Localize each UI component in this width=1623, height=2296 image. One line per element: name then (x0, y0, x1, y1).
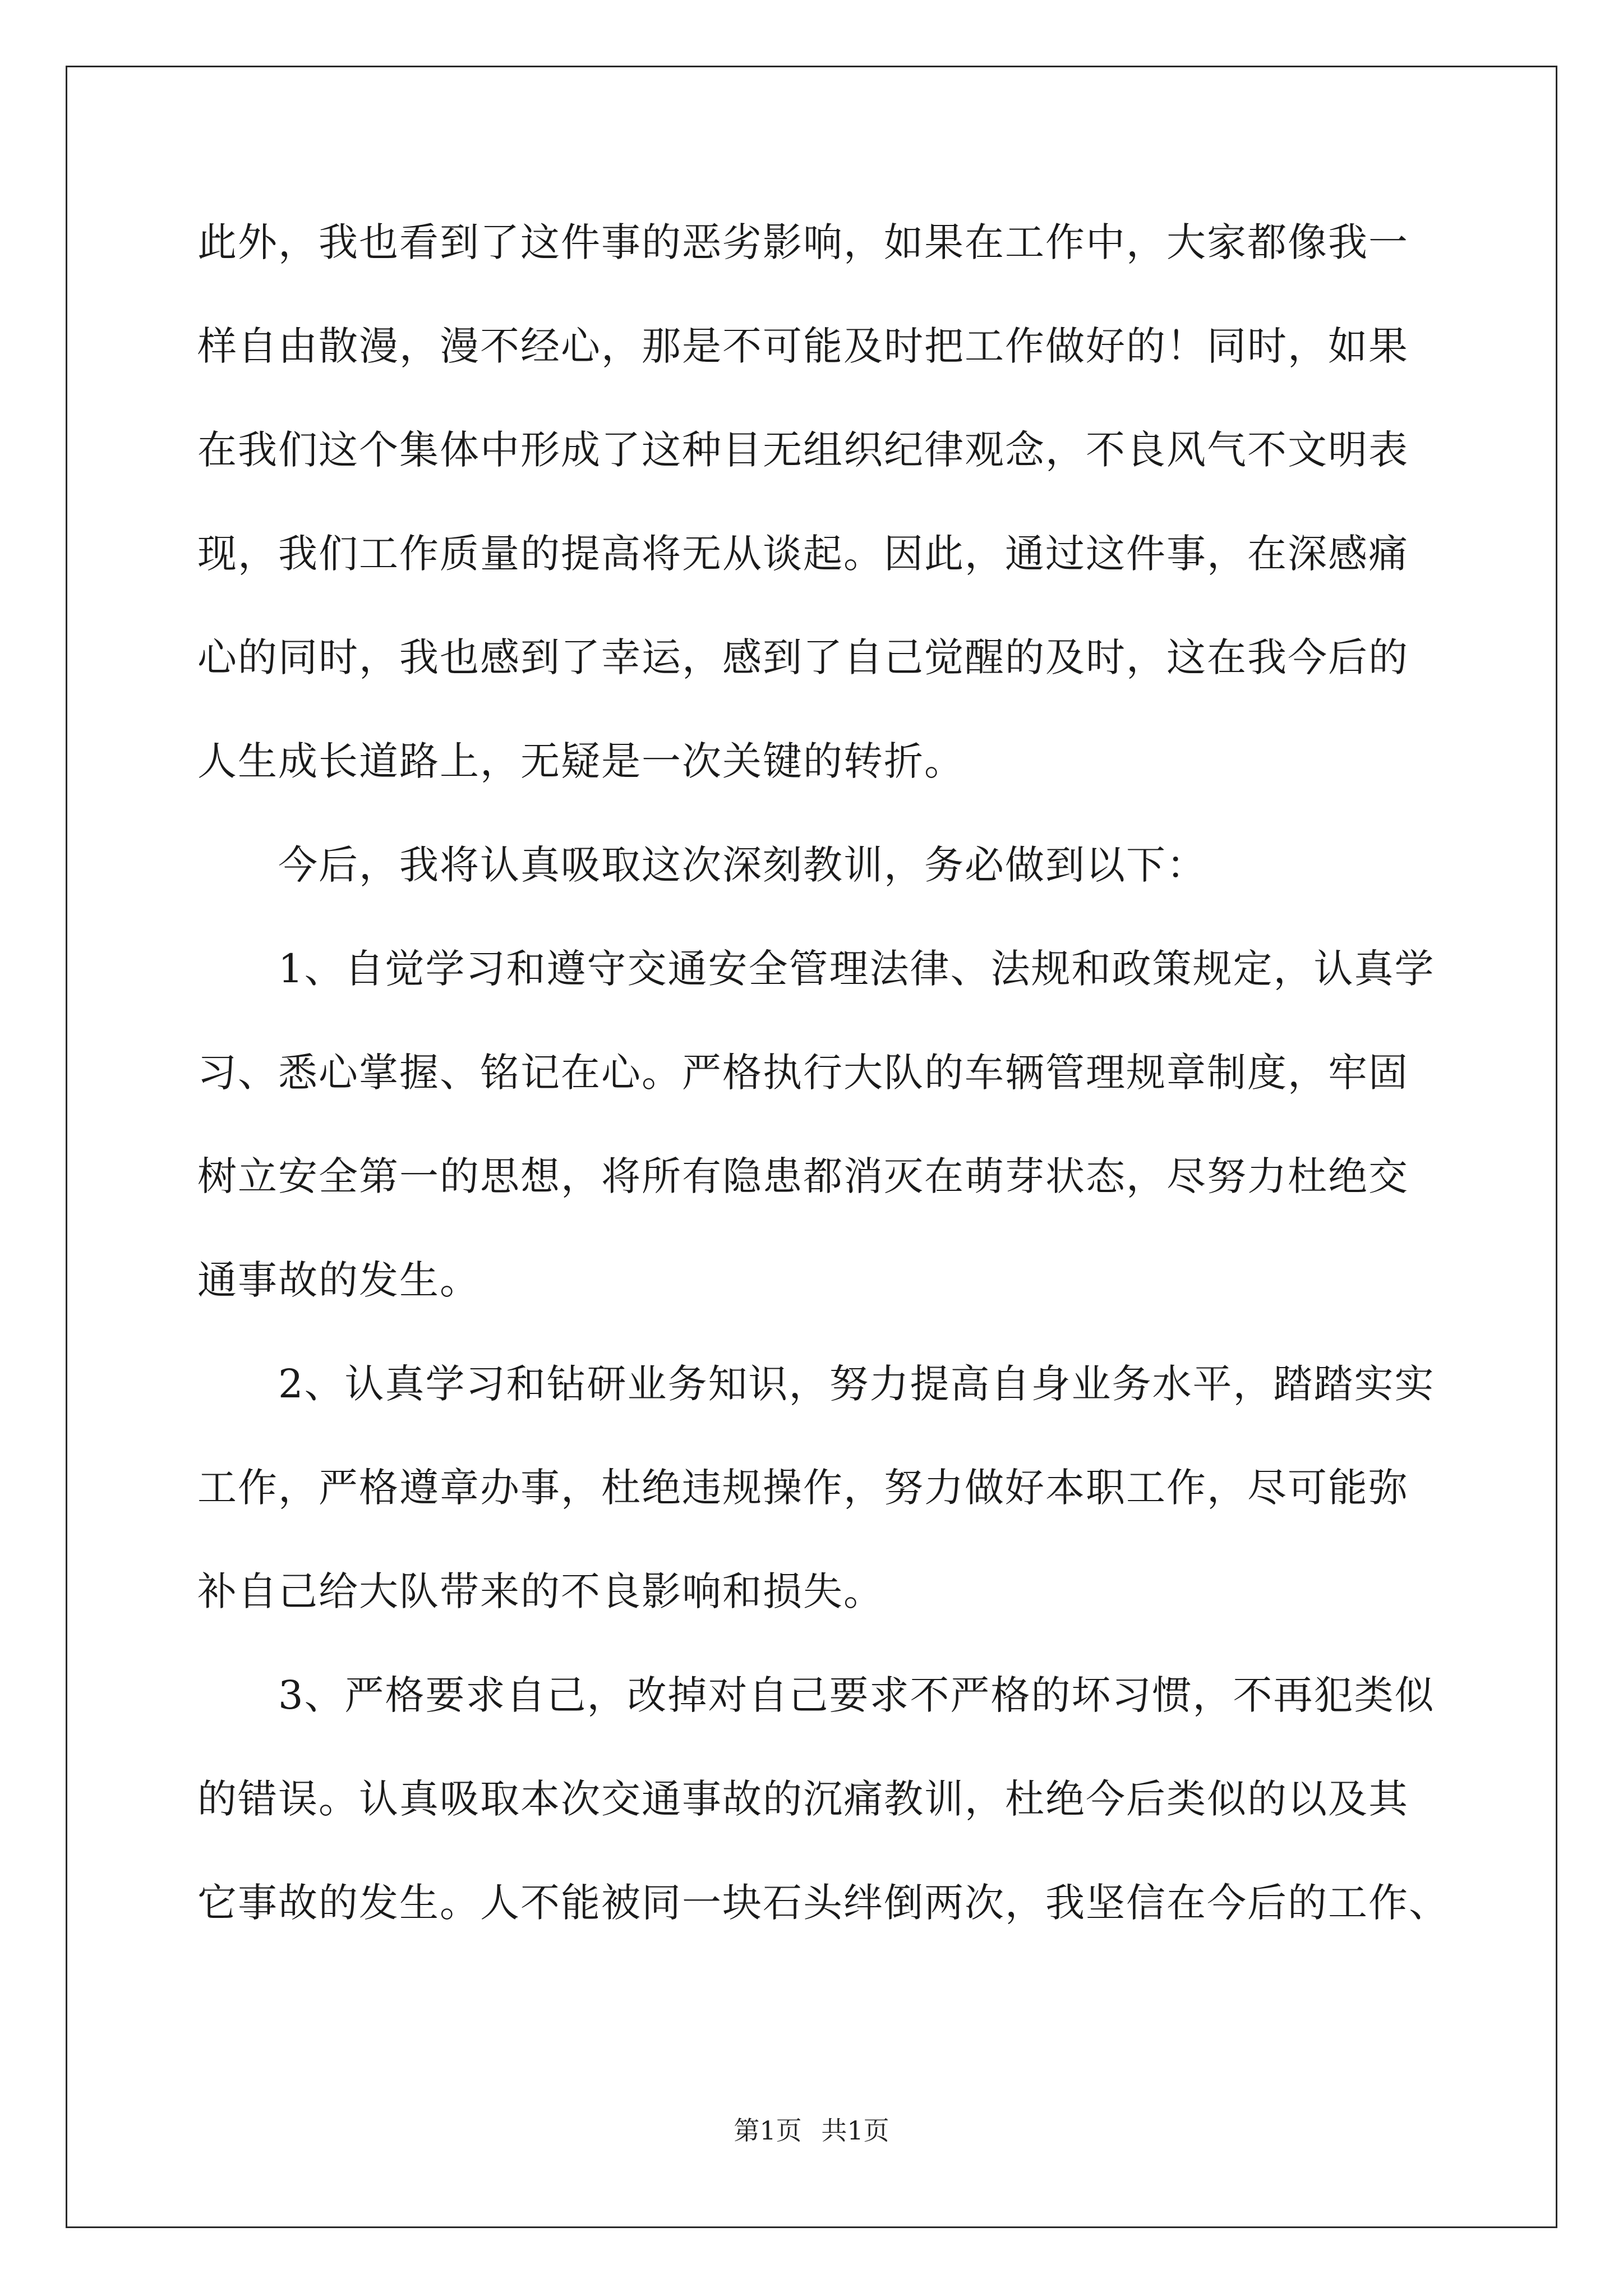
text-line: 今后，我将认真吸取这次深刻教训，务必做到以下： (197, 842, 1207, 888)
text-line: 的错误。认真吸取本次交通事故的沉痛教训，杜绝今后类似的以及其 (197, 1776, 1409, 1822)
text-line: 它事故的发生。人不能被同一块石头绊倒两次，我坚信在今后的工作、 (197, 1880, 1449, 1926)
text-line: 工作，严格遵章办事，杜绝违规操作，努力做好本职工作，尽可能弥 (197, 1465, 1409, 1511)
page-footer (0, 2114, 1623, 2147)
text-line: 2、认真学习和钻研业务知识，努力提高自身业务水平，踏踏实实 (197, 1361, 1435, 1407)
text-line: 1、自觉学习和遵守交通安全管理法律、法规和政策规定，认真学 (197, 946, 1435, 992)
text-line: 3、严格要求自己，改掉对自己要求不严格的坏习惯，不再犯类似 (197, 1672, 1435, 1718)
text-line: 样自由散漫，漫不经心，那是不可能及时把工作做好的！同时，如果 (197, 323, 1409, 369)
text-line: 人生成长道路上，无疑是一次关键的转折。 (197, 738, 965, 784)
text-line: 树立安全第一的思想，将所有隐患都消灭在萌芽状态，尽努力杜绝交 (197, 1153, 1409, 1199)
document-body (197, 191, 1449, 1955)
text-line: 现，我们工作质量的提高将无从谈起。因此，通过这件事，在深感痛 (197, 531, 1409, 577)
text-line: 心的同时，我也感到了幸运，感到了自己觉醒的及时，这在我今后的 (197, 634, 1409, 680)
text-line: 补自己给大队带来的不良影响和损失。 (197, 1568, 884, 1614)
text-line: 习、悉心掌握、铭记在心。严格执行大队的车辆管理规章制度，牢固 (197, 1050, 1409, 1096)
page-total: 共1页 (821, 2115, 889, 2146)
text-line: 此外，我也看到了这件事的恶劣影响，如果在工作中，大家都像我一 (197, 219, 1409, 265)
page-number: 第1页 (734, 2115, 802, 2146)
text-line: 在我们这个集体中形成了这种目无组织纪律观念，不良风气不文明表 (197, 427, 1409, 473)
text-line: 通事故的发生。 (197, 1257, 480, 1303)
